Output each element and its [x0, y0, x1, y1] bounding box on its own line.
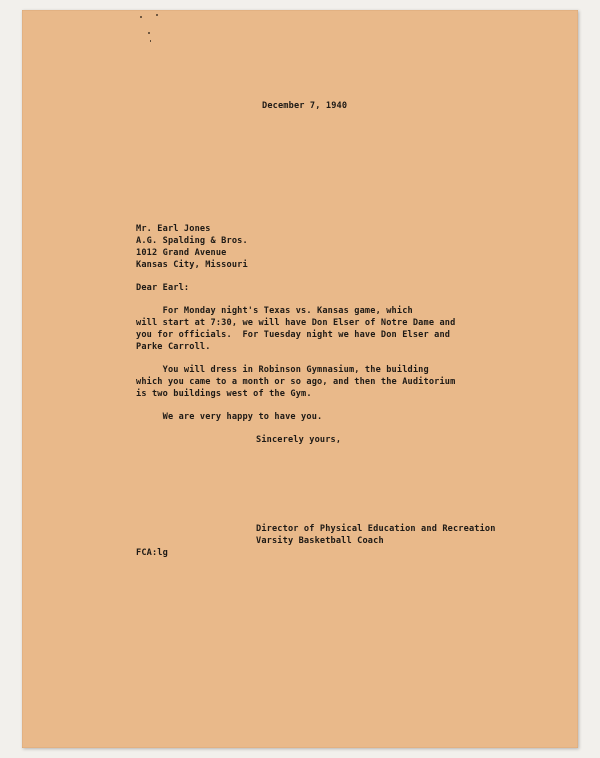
signature-title-line: Varsity Basketball Coach: [256, 536, 384, 546]
paragraph-3: We are very happy to have you.: [136, 412, 323, 422]
paragraph-2-line: You will dress in Robinson Gymnasium, the building: [136, 365, 429, 375]
salutation: Dear Earl:: [136, 283, 190, 293]
typist-initials: FCA:lg: [136, 548, 168, 558]
paper-speck: [148, 32, 150, 34]
recipient-name: Mr. Earl Jones: [136, 224, 211, 234]
paper-speck: [140, 16, 142, 18]
paragraph-1-line: Parke Carroll.: [136, 342, 211, 352]
recipient-city: Kansas City, Missouri: [136, 260, 248, 270]
paper-speck: [150, 40, 151, 42]
paragraph-1-line: you for officials. For Tuesday night we have Don Elser and: [136, 330, 451, 340]
paragraph-1-line: For Monday night's Texas vs. Kansas game, which: [136, 306, 413, 316]
paragraph-2-line: which you came to a month or so ago, and then the Auditorium: [136, 377, 456, 387]
paragraph-2-line: is two buildings west of the Gym.: [136, 389, 312, 399]
recipient-company: A.G. Spalding & Bros.: [136, 236, 248, 246]
paper-speck: [156, 14, 158, 16]
paragraph-1-line: will start at 7:30, we will have Don Elser of Notre Dame and: [136, 318, 456, 328]
recipient-street: 1012 Grand Avenue: [136, 248, 227, 258]
letter-date: December 7, 1940: [262, 101, 348, 111]
closing: Sincerely yours,: [256, 435, 342, 445]
signature-title-line: Director of Physical Education and Recreation: [256, 524, 496, 534]
